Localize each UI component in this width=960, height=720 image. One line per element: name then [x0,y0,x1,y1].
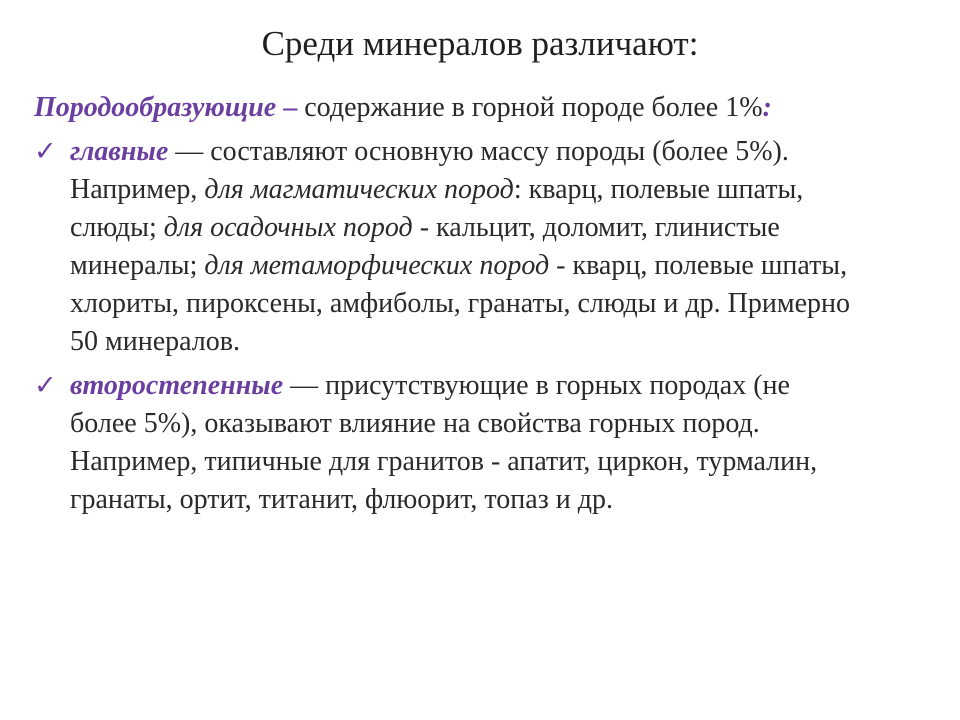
intro-dash: – [276,92,305,123]
intro-line [34,89,772,127]
bullet-term: второстепенные [70,370,284,401]
bullet-line: Например, для магматических пород: кварц, полевые шпаты, [70,174,804,205]
intro-text: содержание в горной породе более 1% [304,92,763,123]
bullet-line: слюды; для осадочных пород - кальцит, доломит, глинистые [70,212,780,243]
bullet-line: более 5%), оказывают влияние на свойства горных пород. [70,408,760,439]
bullet-term: главные [70,136,169,167]
checkmark-icon: ✓ [34,136,57,167]
bullet-line: второстепенные — присутствующие в горных породах (не [70,370,790,401]
bullet-line: 50 минералов. [70,326,240,357]
bullet-line: хлориты, пироксены, амфиболы, гранаты, слюды и др. Примерно [70,288,850,319]
bullet-line: Например, типичные для гранитов - апатит, циркон, турмалин, [70,446,818,477]
bullet-line: минералы; для метаморфических пород - кварц, полевые шпаты, [70,250,848,281]
bullet-line: главные — составляют основную массу породы (более 5%). [70,136,789,167]
bullet-line: гранаты, ортит, титанит, флюорит, топаз и др. [70,484,613,515]
intro-term: Породообразующие [34,92,277,123]
intro-colon: : [762,92,772,123]
checkmark-icon: ✓ [34,370,57,401]
slide-title: Среди минералов различают: [261,24,699,63]
